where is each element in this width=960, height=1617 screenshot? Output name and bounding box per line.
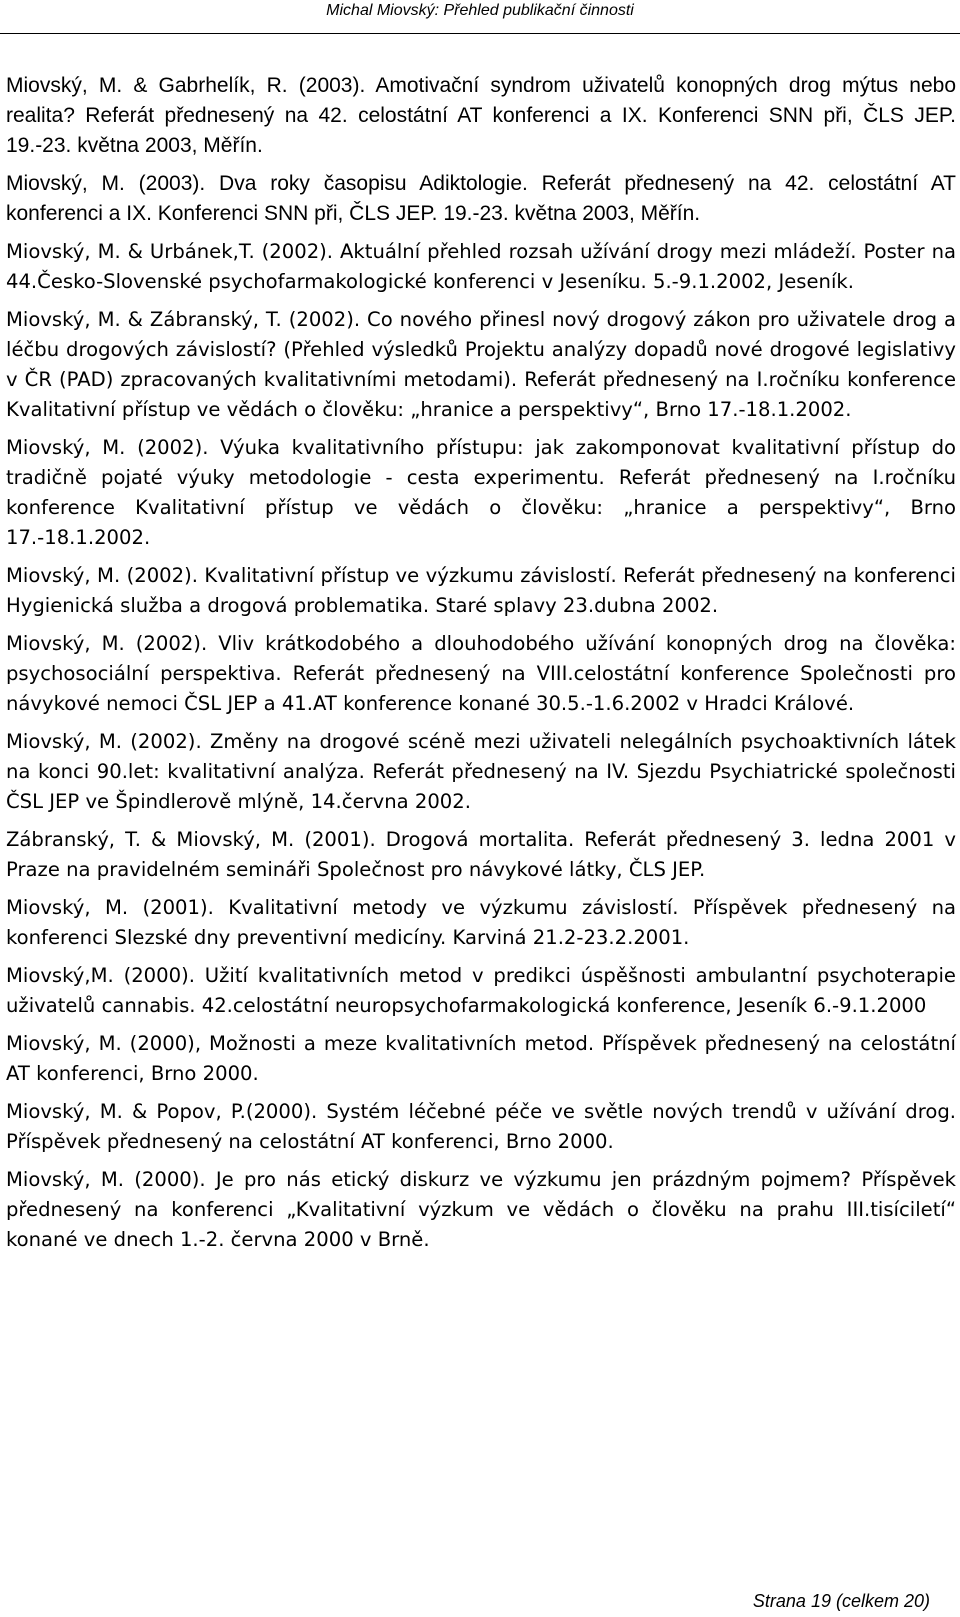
publication-list xyxy=(6,71,956,1263)
page-number: Strana 19 (celkem 20) xyxy=(752,1591,930,1611)
publication-entry: Miovský, M. (2000), Možnosti a meze kvalitativních metod. Příspěvek přednesený na celostátní AT konferenci, Brno 2000. xyxy=(6,1032,956,1085)
publication-entry: Miovský, M. (2001). Kvalitativní metody ve výzkumu závislostí. Příspěvek přednesený na konferenci Slezské dny preventivní medicíny. Karviná 21.2-23.2.2001. xyxy=(6,896,956,949)
publication-entry: Zábranský, T. & Miovský, M. (2001). Drogová mortalita. Referát přednesený 3. ledna 2001 v Praze na pravidelném semináři Společnost pro návykové látky, ČLS JEP. xyxy=(6,828,956,881)
publication-entry: Miovský, M. & Urbánek,T. (2002). Aktuální přehled rozsah užívání drogy mezi mládeží. Poster na 44.Česko-Slovenské psychofarmakologické konferenci v Jeseníku. 5.-9.1.2002, Jeseník. xyxy=(6,240,956,293)
publication-entry: Miovský, M. & Popov, P.(2000). Systém léčebné péče ve světle nových trendů v užívání drog. Příspěvek přednesený na celostátní AT konferenci, Brno 2000. xyxy=(6,1100,956,1153)
publication-entry: Miovský,M. (2000). Užití kvalitativních metod v predikci úspěšnosti ambulantní psychoterapie uživatelů cannabis. 42.celostátní neuropsychofarmakologická konference, Jeseník 6.-9.1.2000 xyxy=(6,964,956,1017)
publication-entry: Miovský, M. (2003). Dva roky časopisu Adiktologie. Referát přednesený na 42. celostátní AT konferenci a IX. Konferenci SNN při, ČLS JEP. 19.-23. května 2003, Měřín. xyxy=(6,172,956,225)
publication-entry: Miovský, M. (2002). Výuka kvalitativního přístupu: jak zakomponovat kvalitativní přístup do tradičně pojaté výuky metodologie - cesta experimentu. Referát přednesený na I.ročníku konference Kvalitativní přístup ve vědách o člověku: „hranice a perspektivy“, Brno 17.-18.1.2002. xyxy=(6,436,956,549)
publication-entry: Miovský, M. (2002). Vliv krátkodobého a dlouhodobého užívání konopných drog na člověka: psychosociální perspektiva. Referát přednesený na VIII.celostátní konference Společnosti pro návykové nemoci ČSL JEP a 41.AT konference konané 30.5.-1.6.2002 v Hradci Králové. xyxy=(6,632,956,715)
running-header: Michal Miovský: Přehled publikační činnosti xyxy=(326,2,634,19)
publication-entry: Miovský, M. (2000). Je pro nás etický diskurz ve výzkumu jen prázdným pojmem? Příspěvek přednesený na konferenci „Kvalitativní výzkum ve vědách o člověku na prahu III.tisíciletí“ konané ve dnech 1.-2. června 2000 v Brně. xyxy=(6,1168,956,1251)
publication-entry: Miovský, M. & Zábranský, T. (2002). Co nového přinesl nový drogový zákon pro uživatele drog a léčbu drogových závislostí? (Přehled výsledků Projektu analýzy dopadů nové drogové legislativy v ČR (PAD) zpracovaných kvalitativními metodami). Referát přednesený na I.ročníku konference Kvalitativní přístup ve vědách o člověku: „hranice a perspektivy“, Brno 17.-18.1.2002. xyxy=(6,308,956,421)
publication-entry: Miovský, M. (2002). Změny na drogové scéně mezi uživateli nelegálních psychoaktivních látek na konci 90.let: kvalitativní analýza. Referát přednesený na IV. Sjezdu Psychiatrické společnosti ČSL JEP ve Špindlerově mlýně, 14.června 2002. xyxy=(6,730,956,813)
header-divider xyxy=(0,33,960,34)
publication-entry: Miovský, M. (2002). Kvalitativní přístup ve výzkumu závislostí. Referát přednesený na konferenci Hygienická služba a drogová problematika. Staré splavy 23.dubna 2002. xyxy=(6,564,956,617)
publication-entry: Miovský, M. & Gabrhelík, R. (2003). Amotivační syndrom uživatelů konopných drog mýtus nebo realita? Referát přednesený na 42. celostátní AT konferenci a IX. Konferenci SNN při, ČLS JEP. 19.-23. května 2003, Měřín. xyxy=(6,74,956,157)
